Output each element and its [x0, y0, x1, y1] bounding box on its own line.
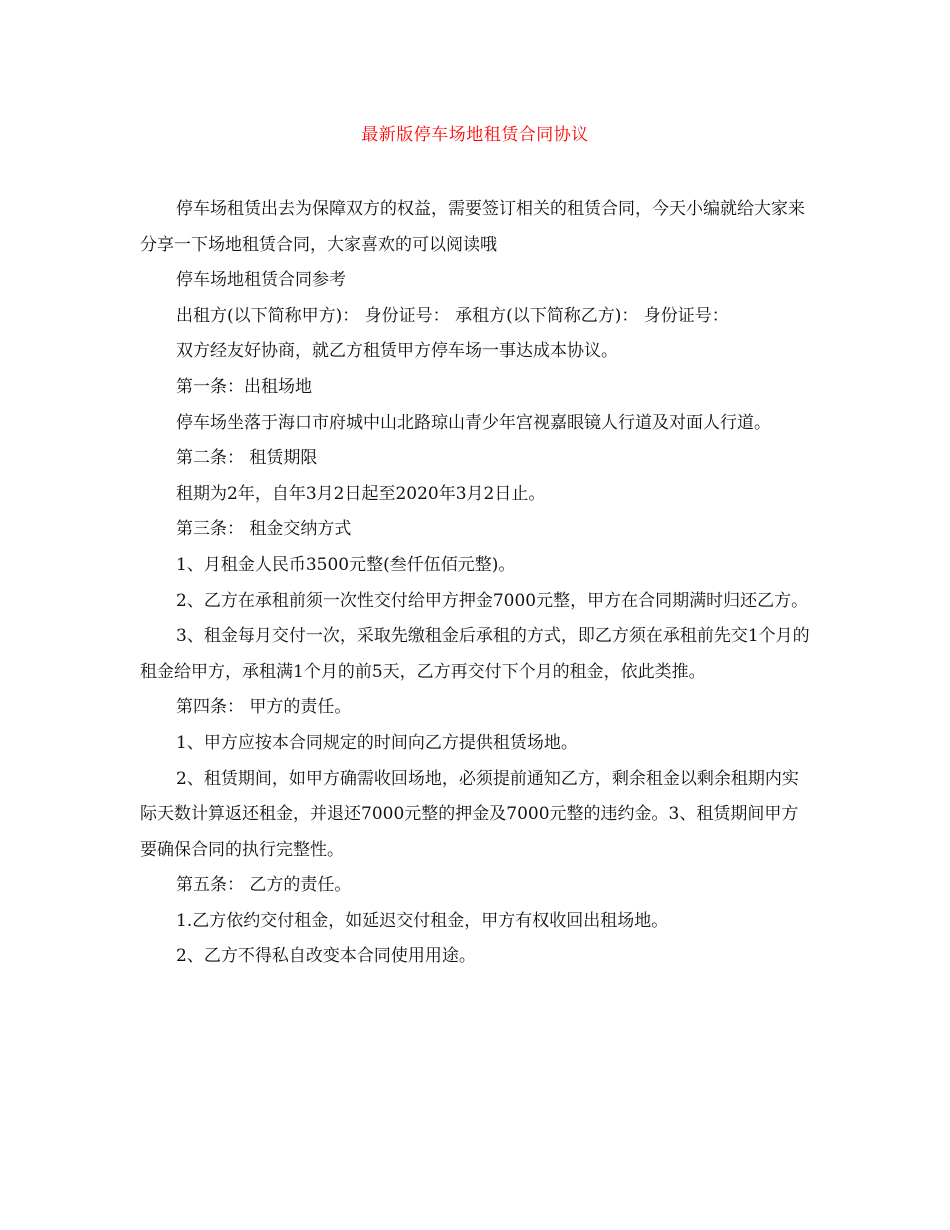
- paragraph-reference-heading: 停车场地租赁合同参考: [176, 270, 346, 291]
- article-5-item-2: 2、乙方不得私自改变本合同使用用途。: [176, 946, 476, 967]
- paragraph-intro: 停车场租赁出去为保障双方的权益，需要签订相关的租赁合同，今天小编就给大家来分享一下场地租赁合同，大家喜欢的可以阅读哦: [140, 199, 805, 255]
- document-body: [140, 192, 812, 975]
- document-title: 最新版停车场地租赁合同协议: [361, 125, 589, 145]
- article-1-text: 停车场坐落于海口市府城中山北路琼山青少年宫视嘉眼镜人行道及对面人行道。: [176, 412, 771, 433]
- article-3-item-1: 1、月租金人民币3500元整(叁仟伍佰元整)。: [176, 554, 516, 575]
- article-4-heading: 第四条： 甲方的责任。: [176, 697, 352, 718]
- article-5-item-1: 1.乙方依约交付租金，如延迟交付租金，甲方有权收回出租场地。: [176, 910, 669, 931]
- article-2-heading: 第二条： 租赁期限: [176, 448, 318, 469]
- article-1-heading: 第一条：出租场地: [176, 376, 312, 397]
- article-4-item-2: 2、租赁期间，如甲方确需收回场地，必须提前通知乙方，剩余租金以剩余租期内实际天数计算返还租金，并退还7000元整的押金及7000元整的违约金。3、租赁期间甲方要确保合同的执行完整性。: [140, 768, 799, 860]
- article-5-heading: 第五条： 乙方的责任。: [176, 875, 352, 896]
- paragraph-agreement: 双方经友好协商，就乙方租赁甲方停车场一事达成本协议。: [176, 341, 618, 362]
- article-3-item-2: 2、乙方在承租前须一次性交付给甲方押金7000元整，甲方在合同期满时归还乙方。: [176, 590, 809, 611]
- article-3-item-3: 3、租金每月交付一次，采取先缴租金后承租的方式，即乙方须在承租前先交1个月的租金给甲方，承租满1个月的前5天，乙方再交付下个月的租金，依此类推。: [140, 626, 810, 682]
- article-3-heading: 第三条： 租金交纳方式: [176, 519, 352, 540]
- paragraph-parties: 出租方(以下简称甲方)： 身份证号： 承租方(以下简称乙方)： 身份证号：: [176, 305, 729, 326]
- article-4-item-1: 1、甲方应按本合同规定的时间向乙方提供租赁场地。: [176, 732, 578, 753]
- article-2-text: 租期为2年，自年3月2日起至2020年3月2日止。: [176, 483, 546, 504]
